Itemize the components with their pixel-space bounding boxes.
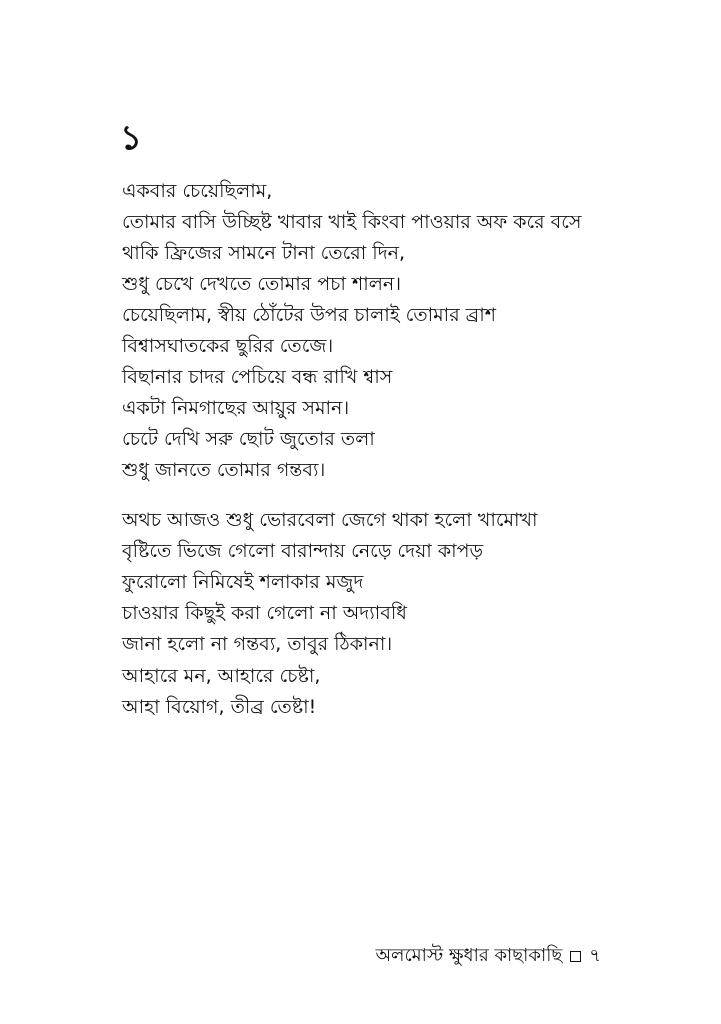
page-number: ৭ [589,945,601,966]
poem-line: জানা হলো না গন্তব্য, তাবুর ঠিকানা। [122,633,393,655]
poem-line: অথচ আজও শুধু ভোরবেলা জেগে থাকা হলো খামোখা [122,509,538,531]
poem-line: একটা নিমগাছের আয়ুর সমান। [122,397,350,419]
poem-line: ফুরোলো নিমিষেই শলাকার মজুদ [122,571,364,593]
book-title: অলমোস্ট ক্ষুধার কাছাকাছি [375,945,563,966]
poem-line: আহারে মন, আহারে চেষ্টা, [122,665,321,687]
poem-line: বৃষ্টিতে ভিজে গেলো বারান্দায় নেড়ে দেয়া কাপড় [122,540,484,562]
stanza-2 [122,505,682,660]
poem-line: চেটে দেখি সরু ছোট জুতোর তলা [122,428,375,450]
poem-line: চেয়েছিলাম, স্বীয় ঠোঁটের উপর চালাই তোমার ব্রাশ [122,304,496,326]
poem-line: বিশ্বাসঘাতকের ছুরির তেজে। [122,335,334,357]
stanza-3 [122,661,682,723]
poem-line: শুধু জানতে তোমার গন্তব্য। [122,459,326,481]
poem-line: শুধু চেখে দেখতে তোমার পচা শালন। [122,273,402,295]
poem-line: তোমার বাসি উচ্ছিষ্ট খাবার খাই কিংবা পাওয়ার অফ করে বসে [122,211,582,233]
poem-line: থাকি ফ্রিজের সামনে টানা তেরো দিন, [122,242,406,264]
poem-line: আহা বিয়োগ, তীব্র তেষ্টা! [122,696,317,718]
stanza-1 [122,176,682,486]
poem-line: চাওয়ার কিছুই করা গেলো না অদ্যাবধি [122,602,407,624]
square-box-icon [570,951,581,962]
poem-number: ১ [120,118,143,158]
poem-line: একবার চেয়েছিলাম, [122,180,273,202]
poem-line: বিছানার চাদর পেচিয়ে বন্ধ রাখি শ্বাস [122,366,393,388]
page-footer [375,944,601,968]
